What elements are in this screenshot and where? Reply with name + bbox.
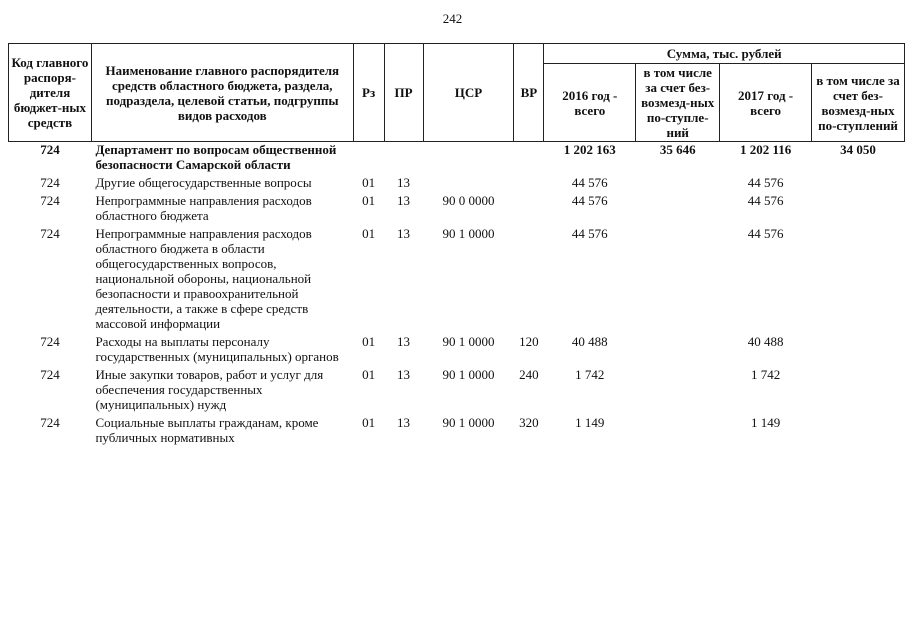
cell-free-2017: [812, 415, 905, 448]
header-sum-group: Сумма, тыс. рублей: [544, 44, 905, 64]
cell-pr: 13: [397, 334, 411, 349]
cell-csr: 90 1 0000: [442, 367, 495, 382]
cell-rz: 01: [362, 334, 376, 349]
cell-code: 724: [40, 142, 60, 157]
cell-free-2017: [812, 226, 905, 334]
cell-rz: 01: [362, 193, 376, 208]
table-row: [9, 193, 905, 226]
cell-rz: 01: [362, 415, 376, 430]
cell-csr: 90 0 0000: [442, 193, 495, 208]
cell-pr: 13: [397, 415, 411, 430]
cell-rz: [353, 142, 384, 176]
header-csr: ЦСР: [423, 44, 514, 142]
cell-free-2016: [636, 367, 720, 415]
cell-free-2016: [636, 175, 720, 193]
cell-free-2017: [812, 193, 905, 226]
cell-code: 724: [40, 415, 60, 430]
cell-name: Департамент по вопросам общественной безопасности Самарской области: [95, 142, 337, 172]
header-rz: Рз: [353, 44, 384, 142]
cell-total-2017: 40 488: [747, 334, 784, 349]
cell-free-2016: [636, 334, 720, 367]
cell-free-2017: 34 050: [840, 142, 876, 157]
cell-total-2016: 44 576: [571, 193, 608, 208]
cell-total-2016: 1 149: [575, 415, 605, 430]
cell-code: 724: [40, 226, 60, 241]
header-code: Код главного распоря-дителя бюджет-ных средств: [9, 44, 92, 142]
cell-vr: 320: [519, 415, 539, 430]
cell-total-2016: 44 576: [571, 226, 608, 241]
cell-total-2017: 44 576: [747, 175, 784, 190]
cell-name: Другие общегосударственные вопросы: [95, 175, 312, 190]
table-row: [9, 142, 905, 176]
cell-vr: [514, 193, 544, 226]
cell-code: 724: [40, 175, 60, 190]
cell-total-2017: 44 576: [747, 193, 784, 208]
cell-total-2016: 1 742: [575, 367, 605, 382]
table-row: [9, 226, 905, 334]
cell-free-2016: 35 646: [659, 142, 696, 157]
cell-csr: [423, 142, 514, 176]
cell-csr: 90 1 0000: [442, 334, 495, 349]
cell-total-2016: 40 488: [571, 334, 608, 349]
cell-name: Непрограммные направления расходов областного бюджета в области общегосударственных вопросов, национальной обороны, национальной безопасности и правоохранительной деятельности, а также в сфере средств массовой информации: [95, 226, 312, 331]
table-row: [9, 415, 905, 448]
header-name: Наименование главного распорядителя средств областного бюджета, раздела, подраздела, целевой статьи, подгруппы видов расходов: [91, 44, 353, 142]
cell-rz: 01: [362, 367, 376, 382]
page-number: 242: [442, 11, 463, 26]
cell-csr: [423, 175, 514, 193]
cell-rz: 01: [362, 175, 376, 190]
table-row: [9, 367, 905, 415]
header-free-2017: в том числе за счет без-возмезд-ных по-ступлений: [812, 64, 905, 142]
header-free-2016: в том числе за счет без-возмезд-ных по-ступле-ний: [636, 64, 720, 142]
cell-name: Социальные выплаты гражданам, кроме публичных нормативных: [95, 415, 319, 445]
cell-free-2017: [812, 175, 905, 193]
cell-free-2016: [636, 193, 720, 226]
cell-vr: [514, 142, 544, 176]
cell-vr: [514, 175, 544, 193]
cell-csr: 90 1 0000: [442, 226, 495, 241]
cell-rz: 01: [362, 226, 376, 241]
cell-free-2016: [636, 415, 720, 448]
cell-code: 724: [40, 367, 60, 382]
budget-table: [8, 43, 905, 448]
cell-free-2017: [812, 334, 905, 367]
header-pr: ПР: [384, 44, 423, 142]
cell-vr: 240: [519, 367, 539, 382]
cell-pr: 13: [397, 175, 411, 190]
cell-free-2017: [812, 367, 905, 415]
cell-total-2016: 1 202 163: [563, 142, 616, 157]
cell-pr: 13: [397, 226, 411, 241]
cell-vr: [514, 226, 544, 334]
cell-total-2016: 44 576: [571, 175, 608, 190]
cell-name: Иные закупки товаров, работ и услуг для обеспечения государственных (муниципальных) нужд: [95, 367, 324, 412]
cell-total-2017: 1 149: [750, 415, 781, 430]
cell-vr: 120: [519, 334, 539, 349]
table-row: [9, 175, 905, 193]
table-row: [9, 334, 905, 367]
cell-code: 724: [40, 334, 60, 349]
cell-total-2017: 1 742: [750, 367, 781, 382]
cell-pr: 13: [397, 367, 411, 382]
cell-total-2017: 44 576: [747, 226, 784, 241]
table-header: [9, 44, 905, 142]
header-total-2017: 2017 год - всего: [720, 64, 812, 142]
cell-pr: 13: [397, 193, 411, 208]
header-vr: ВР: [514, 44, 544, 142]
cell-name: Непрограммные направления расходов областного бюджета: [95, 193, 312, 223]
cell-name: Расходы на выплаты персоналу государственных (муниципальных) органов: [95, 334, 339, 364]
header-total-2016: 2016 год - всего: [544, 64, 636, 142]
cell-pr: [384, 142, 423, 176]
cell-csr: 90 1 0000: [442, 415, 495, 430]
cell-free-2016: [636, 226, 720, 334]
cell-total-2017: 1 202 116: [739, 142, 792, 157]
cell-code: 724: [40, 193, 60, 208]
